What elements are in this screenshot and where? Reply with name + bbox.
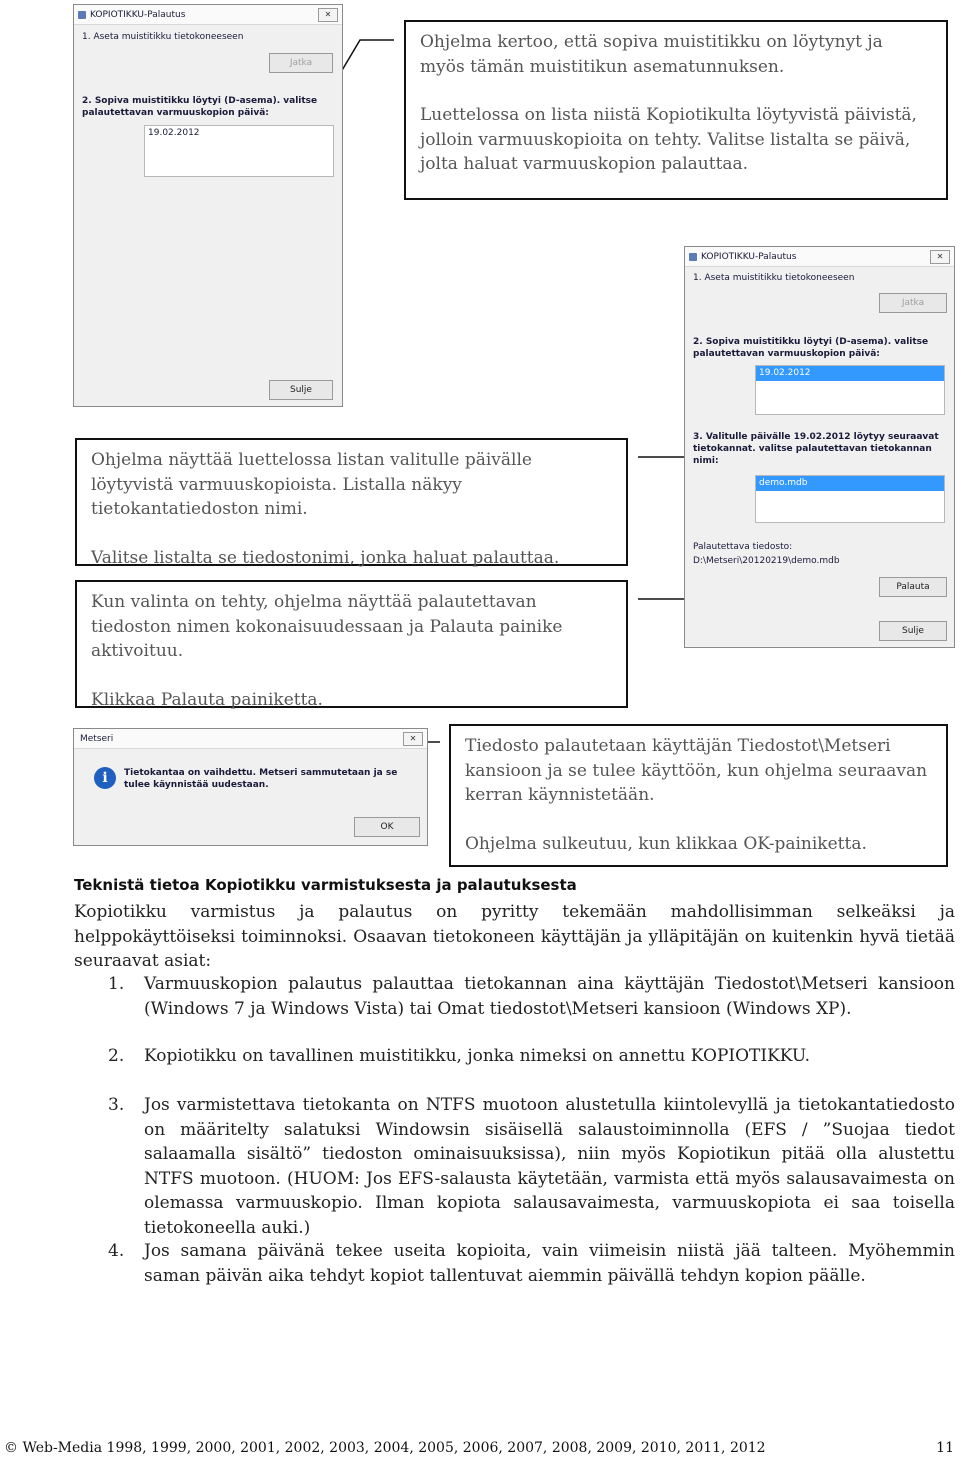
close-icon[interactable]: ✕ — [318, 8, 338, 22]
restore-file-path: D:\Metseri\20120219\demo.mdb — [693, 556, 840, 566]
window-titlebar — [685, 247, 954, 267]
callout-1 — [404, 20, 948, 200]
list-item-number: 4. — [108, 1241, 125, 1261]
ok-button[interactable]: OK — [354, 817, 420, 837]
date-list-item[interactable]: 19.02.2012 — [148, 128, 200, 138]
callout-3 — [75, 580, 628, 708]
date-listbox[interactable] — [144, 125, 334, 177]
restore-button[interactable]: Palauta — [879, 577, 947, 597]
close-icon[interactable]: ✕ — [403, 732, 423, 746]
callout-2-text-1: Ohjelma näyttää luettelossa listan valitulle päivälle löytyvistä varmuuskopioista. Listalla näkyy tietokantatiedoston nimi. — [91, 450, 532, 519]
date-listbox[interactable] — [755, 365, 945, 415]
footer-copyright: © Web-Media 1998, 1999, 2000, 2001, 2002, 2003, 2004, 2005, 2006, 2007, 2008, 2009, 2010, 2011, 2012 — [4, 1440, 766, 1456]
step2-label: 2. Sopiva muistitikku löytyi (D-asema). valitse palautettavan varmuuskopion päivä: — [82, 96, 318, 118]
app-icon — [78, 11, 86, 19]
window-title: KOPIOTIKKU-Palautus — [701, 252, 797, 262]
window-titlebar — [74, 5, 342, 25]
app-icon — [689, 253, 697, 261]
callout-2 — [75, 438, 628, 566]
list-item-number: 2. — [108, 1046, 125, 1066]
callout-3-text-2: Klikkaa Palauta painiketta. — [91, 689, 323, 710]
step1-label: 1. Aseta muistitikku tietokoneeseen — [82, 32, 244, 42]
step2-label: 2. Sopiva muistitikku löytyi (D-asema). valitse palautettavan varmuuskopion päivä: — [693, 337, 929, 359]
window-title: KOPIOTIKKU-Palautus — [90, 10, 186, 20]
info-icon: i — [94, 767, 116, 789]
list-item-text: Kopiotikku on tavallinen muistitikku, jonka nimeksi on annettu KOPIOTIKKU. — [144, 1046, 811, 1066]
callout-3-text-1: Kun valinta on tehty, ohjelma näyttää palautettavan tiedoston nimen kokonaisuudessaan ja Palauta painike aktivoituu. — [91, 592, 563, 661]
message-text: Tietokantaa on vaihdettu. Metseri sammutetaan ja se tulee käynnistää uudestaan. — [124, 768, 398, 790]
section-heading: Teknistä tietoa Kopiotikku varmistuksesta ja palautuksesta — [74, 876, 577, 894]
close-button[interactable]: Sulje — [879, 621, 947, 641]
section-intro: Kopiotikku varmistus ja palautus on pyritty tekemään mahdollisimman selkeäksi ja helppokäyttöiseksi toiminnoksi. Osaavan tietokoneen käyttäjän ja ylläpitäjän on kuitenkin hyvä tietää seuraavat asiat: — [74, 902, 955, 971]
next-button[interactable]: Jatka — [879, 293, 947, 313]
database-list-item-selected[interactable]: demo.mdb — [756, 476, 944, 491]
list-item-number: 1. — [108, 974, 125, 994]
list-item-text: Varmuuskopion palautus palauttaa tietokannan aina käyttäjän Tiedostot\Metseri kansioon (Windows 7 ja Windows Vista) tai Omat tiedostot\Metseri kansioon (Windows XP). — [144, 974, 955, 1019]
window-titlebar — [74, 729, 427, 749]
callout-1-text-2: Luettelossa on lista niistä Kopiotikulta löytyvistä päivistä, jolloin varmuuskopioita on tehty. Valitse listalta se päivä, jolta haluat varmuuskopion palauttaa. — [420, 105, 917, 174]
callout-1-text-1: Ohjelma kertoo, että sopiva muistitikku on löytynyt ja myös tämän muistitikun asematunnuksen. — [420, 32, 883, 77]
list-item-text: Jos varmistettava tietokanta on NTFS muotoon alustetulla kiintolevyllä ja tietokantatiedosto on määritelty salatuksi Windowsin sisäisellä salaustoiminnolla (EFS / ”Suojaa tiedot salaamalla sisältö” tiedoston ominaisuuksissa), niin myös Kopiotikun pitää olla alustettu NTFS muotoon. (HUOM: Jos EFS-salausta käytetään, varmista että myös salausavaimesta on olemassa varmuuskopio. Ilman kopiota salausavaimesta, varmuuskopiota ei saa toisella tietokoneella auki.) — [144, 1095, 955, 1238]
database-listbox[interactable] — [755, 475, 945, 523]
page-number: 11 — [936, 1440, 954, 1456]
list-item-text: Jos samana päivänä tekee useita kopioita, vain viimeisin niistä jää talteen. Myöhemmin saman päivän aika tehdyt kopiot tallentuvat aiemmin päivällä tehdyn kopion päälle. — [144, 1241, 955, 1286]
callout-4-text-1: Tiedosto palautetaan käyttäjän Tiedostot\Metseri kansioon ja se tulee käyttöön, kun ohjelma seuraavan kerran käynnistetään. — [465, 736, 928, 805]
callout-4 — [449, 724, 948, 867]
next-button[interactable]: Jatka — [269, 53, 333, 73]
list-item-number: 3. — [108, 1095, 125, 1115]
callout-4-text-2: Ohjelma sulkeutuu, kun klikkaa OK-painiketta. — [465, 833, 867, 854]
close-icon[interactable]: ✕ — [930, 250, 950, 264]
step3-label: 3. Valitulle päivälle 19.02.2012 löytyy seuraavat tietokannat. valitse palautettavan tietokannan nimi: — [693, 432, 939, 466]
close-button[interactable]: Sulje — [269, 380, 333, 400]
metseri-message-box — [73, 728, 428, 846]
restore-window-step1 — [73, 4, 343, 407]
callout-2-text-2: Valitse listalta se tiedostonimi, jonka haluat palauttaa. — [91, 547, 560, 568]
restore-window-step3 — [684, 246, 955, 648]
date-list-item-selected[interactable]: 19.02.2012 — [756, 366, 944, 381]
window-title: Metseri — [80, 734, 114, 744]
restore-file-label: Palautettava tiedosto: — [693, 542, 793, 552]
step1-label: 1. Aseta muistitikku tietokoneeseen — [693, 273, 855, 283]
